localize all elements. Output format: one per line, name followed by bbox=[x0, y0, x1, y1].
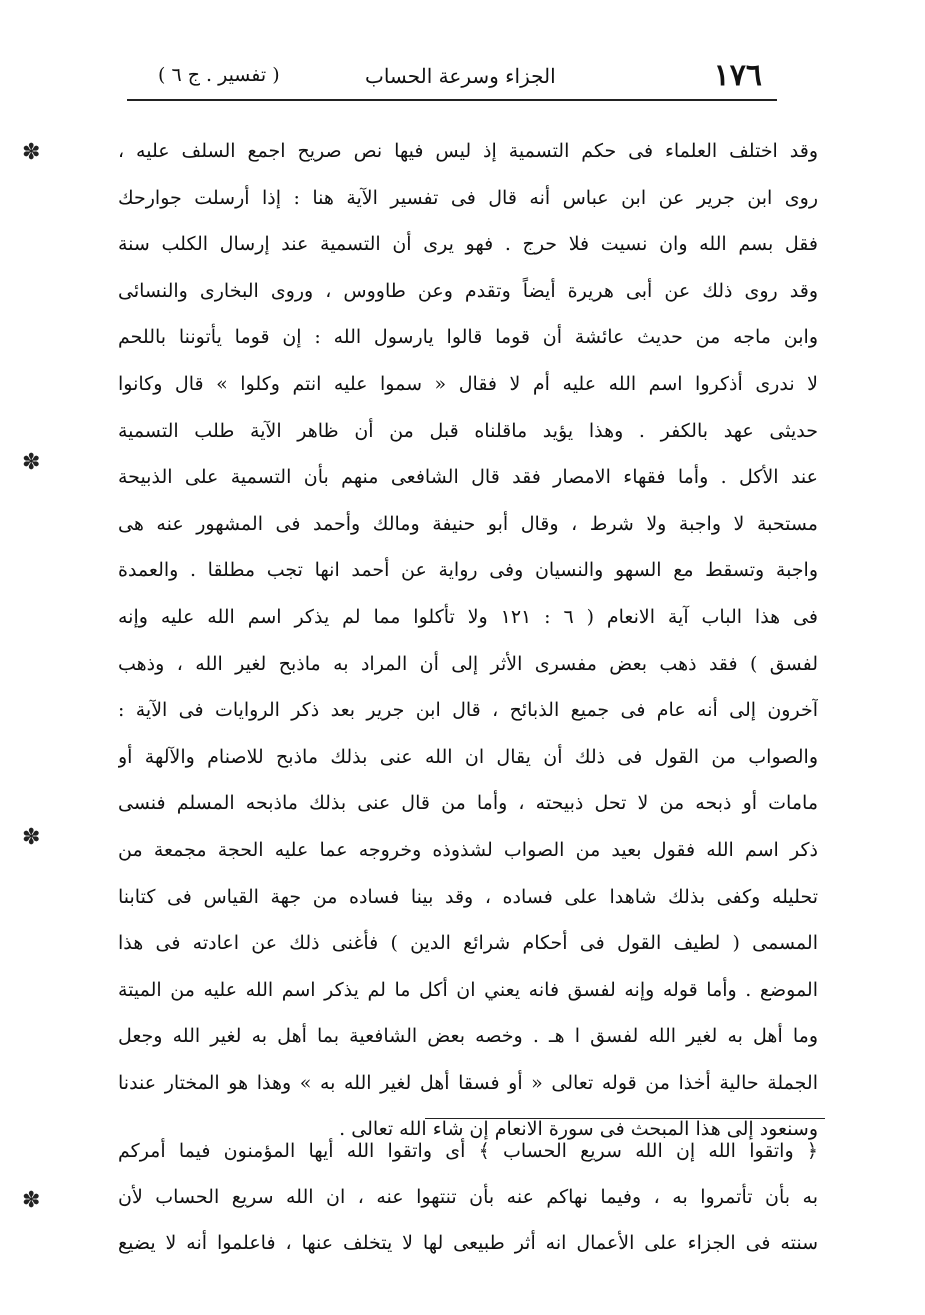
text-line: فى هذا الباب آية الانعام ( ٦ : ١٢١ ولا تأكلوا مما لم يذكر اسم الله عليه وإنه bbox=[118, 605, 818, 628]
body-text bbox=[118, 128, 818, 1153]
text-line: لفسق ) فقد ذهب بعض مفسرى الأثر إلى أن المراد به ماذبح لغير الله ، وذهب bbox=[118, 652, 818, 675]
text-line: حديثى عهد بالكفر . وهذا يؤيد ماقلناه قبل من أن ظاهر الآية طلب التسمية bbox=[118, 419, 818, 442]
page-number: ١٧٦ bbox=[713, 58, 762, 93]
verse-commentary bbox=[118, 1128, 818, 1266]
text-line: عند الأكل . وأما فقهاء الامصار فقد قال الشافعى منهم بأن التسمية على الذبيحة bbox=[118, 466, 818, 489]
text-line: الموضع . وأما قوله وإنه لفسق فانه يعني ان أكل ما لم يذكر اسم الله عليه من الميتة bbox=[118, 978, 818, 1001]
text-line: وقد اختلف العلماء فى حكم التسمية إذ ليس فيها نص صريح اجمع السلف عليه ، bbox=[118, 140, 818, 162]
text-line: تحليله وكفى بذلك شاهدا على فساده ، وقد بينا فساده من جهة القياس فى كتابنا bbox=[118, 885, 818, 908]
page-header bbox=[130, 58, 770, 98]
text-line: آخرون إلى أنه عام فى جميع الذبائح ، قال ابن جرير بعد ذكر الروايات فى الآية : bbox=[118, 699, 818, 722]
text-line: ذكر اسم الله فقول بعيد من الصواب لشذوذه وخروجه عما عليه الحجة مجمعة من bbox=[118, 838, 818, 861]
text-line: وما أهل به لغير الله لفسق ا هـ . وخصه بعض الشافعية بما أهل به لغير الله وجعل bbox=[118, 1025, 818, 1048]
text-line: مستحبة لا واجبة ولا شرط ، وقال أبو حنيفة ومالك وأحمد فى المشهور عنه هى bbox=[118, 512, 818, 535]
section-reference: ( تفسير . ج ٦ ) bbox=[158, 64, 280, 86]
text-line: لا ندرى أذكروا اسم الله عليه أم لا فقال « سموا عليه انتم وكلوا » قال وكانوا bbox=[118, 372, 818, 395]
text-line: فقل بسم الله وان نسيت فلا حرج . فهو يرى أن التسمية عند إرسال الكلب سنة bbox=[118, 233, 818, 256]
text-line: واجبة وتسقط مع السهو والنسيان وفى رواية عن أحمد انها تجب مطلقا . والعمدة bbox=[118, 559, 818, 582]
running-title: الجزاء وسرعة الحساب bbox=[365, 64, 556, 88]
text-line: والصواب من القول فى ذلك أن يقال ان الله عنى بذلك ماذبح للاصنام والآلهة أو bbox=[118, 745, 818, 768]
text-line: المسمى ( لطيف القول فى أحكام شرائع الدين ) فأغنى ذلك عن اعادته فى هذا bbox=[118, 932, 818, 955]
section-rule bbox=[425, 1118, 825, 1119]
header-rule bbox=[127, 99, 777, 101]
verse-line: ﴿ واتقوا الله إن الله سريع الحساب ﴾ أى واتقوا الله أيها المؤمنون فيما أمركم bbox=[118, 1140, 818, 1162]
text-line: روى ابن جرير عن ابن عباس أنه قال فى تفسير الآية هنا : إذا أرسلت جوارحك bbox=[118, 186, 818, 209]
verse-line: به بأن تأتمروا به ، وفيما نهاكم عنه بأن تنتهوا عنه ، ان الله سريع الحساب لأن bbox=[118, 1186, 818, 1208]
text-line: مامات أو ذبحه من لا تحل ذبيحته ، وأما من قال عنى بذلك ماذبحه المسلم فنسى bbox=[118, 792, 818, 815]
margin-ornament-icon: ✽ bbox=[22, 450, 41, 475]
margin-ornament-icon: ✽ bbox=[22, 825, 41, 850]
margin-ornament-icon: ✽ bbox=[22, 140, 41, 165]
text-line: وابن ماجه من حديث عائشة أن قوما قالوا يارسول الله : إن قوما يأتوننا باللحم bbox=[118, 326, 818, 349]
text-line: الجملة حالية أخذا من قوله تعالى « أو فسقا أهل لغير الله به » وهذا هو المختار عندنا bbox=[118, 1071, 818, 1094]
margin-ornament-icon: ✽ bbox=[22, 1188, 41, 1213]
text-line: وسنعود إلى هذا المبحث فى سورة الانعام إن شاء الله تعالى . bbox=[339, 1118, 818, 1141]
verse-line: سنته فى الجزاء على الأعمال انه أثر طبيعى لها لا يتخلف عنها ، فاعلموا أنه لا يضيع bbox=[118, 1232, 818, 1254]
text-line: وقد روى ذلك عن أبى هريرة أيضاً وتقدم وعن طاووس ، وروى البخارى والنسائى bbox=[118, 279, 818, 302]
